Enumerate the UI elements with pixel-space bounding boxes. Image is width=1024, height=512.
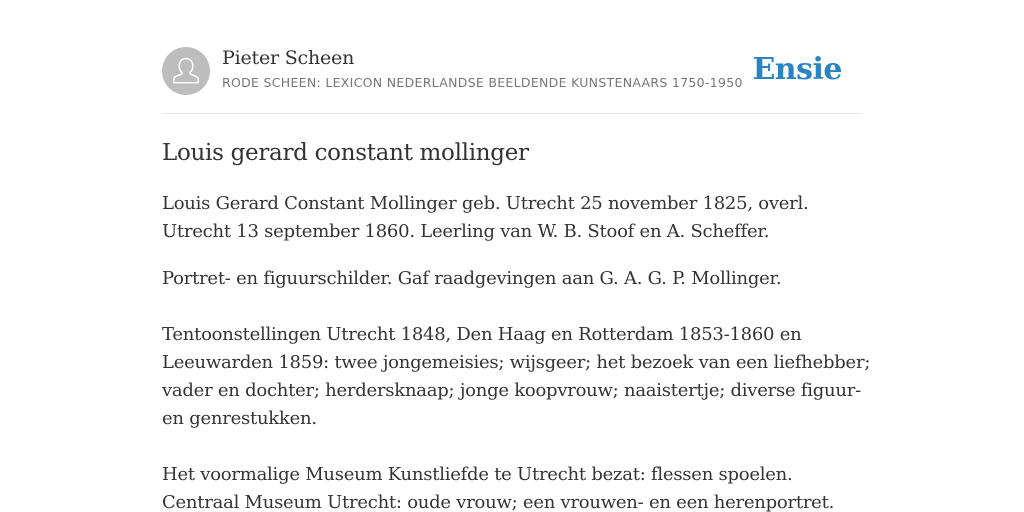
- person-outline-icon: [162, 47, 210, 95]
- header-divider: [162, 113, 862, 114]
- article-header: [162, 46, 862, 96]
- ensie-logo[interactable]: Ensie: [752, 52, 842, 87]
- paragraph-collections: Het voormalige Museum Kunstliefde te Utrecht bezat: flessen spoelen. Centraal Museum Utrecht: oude vrouw; een vrouwen- en een herenportret.: [162, 464, 835, 512]
- author-avatar[interactable]: [162, 47, 210, 95]
- article-title: Louis gerard constant mollinger: [162, 140, 529, 166]
- paragraph-exhibitions: Tentoonstellingen Utrecht 1848, Den Haag en Rotterdam 1853-1860 en Leeuwarden 1859: twee jongemeisies; wijsgeer; het bezoek van een liefhebber; vader en dochter; herdersknaap; jonge koopvrouw; naaistertje; diverse figuur- en genrestukken.: [162, 324, 871, 429]
- paragraph-specialty: Portret- en figuurschilder. Gaf raadgevingen aan G. A. G. P. Mollinger.: [162, 268, 782, 289]
- author-name[interactable]: Pieter Scheen: [222, 47, 355, 69]
- article-body: [162, 190, 872, 512]
- source-title[interactable]: RODE SCHEEN: LEXICON NEDERLANDSE BEELDENDE KUNSTENAARS 1750-1950: [222, 75, 743, 90]
- paragraph-biography: Louis Gerard Constant Mollinger geb. Utrecht 25 november 1825, overl. Utrecht 13 september 1860. Leerling van W. B. Stoof en A. Scheffer.: [162, 193, 809, 242]
